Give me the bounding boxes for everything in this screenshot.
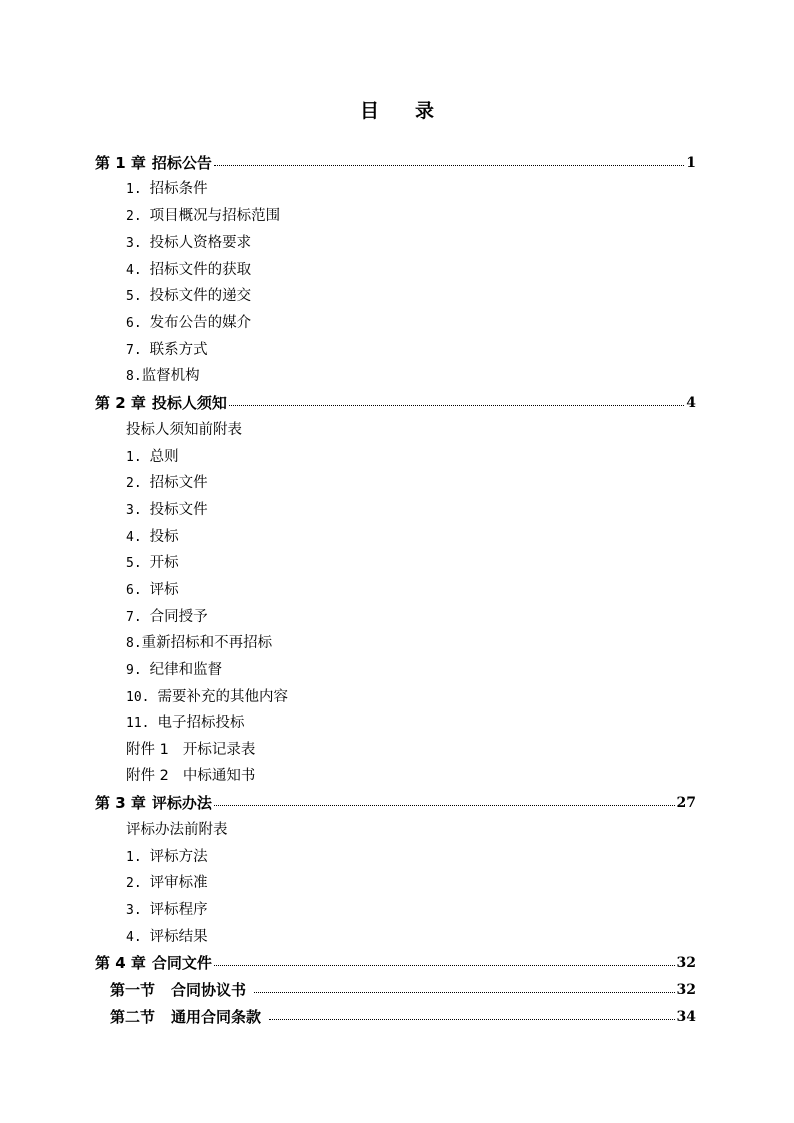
toc-subentry[interactable] <box>126 178 208 200</box>
toc-subentry[interactable] <box>126 659 222 681</box>
toc-subentry[interactable] <box>126 499 208 521</box>
page-title <box>0 96 794 123</box>
toc-chapter-entry[interactable] <box>95 392 696 414</box>
toc-subentry[interactable] <box>126 606 208 628</box>
toc-page-number: 4 <box>686 395 696 411</box>
toc-subentry-title: 投标人资格要求 <box>149 235 252 251</box>
toc-subentry-title: 评标办法前附表 <box>126 822 228 838</box>
toc-entry-prefix: 第一节 <box>110 981 156 999</box>
toc-subentry-number: 4. <box>126 930 142 945</box>
toc-subentry-number: 4. <box>126 530 142 545</box>
toc-subentry-title: 发布公告的媒介 <box>149 315 252 331</box>
toc-subentry[interactable] <box>126 899 208 921</box>
toc-subentry[interactable] <box>126 312 251 334</box>
toc-section-entry[interactable] <box>110 1006 696 1028</box>
title-char-1: 目 <box>359 100 379 122</box>
toc-subentry-title: 投标人须知前附表 <box>126 422 242 438</box>
toc-subentry[interactable] <box>126 526 179 548</box>
toc-entry-prefix: 第 3 章 <box>95 794 146 812</box>
toc-subentry[interactable] <box>126 765 255 787</box>
toc-subentry-number: 2. <box>126 209 142 224</box>
toc-page-number: 1 <box>686 155 696 171</box>
toc-subentry[interactable] <box>126 205 280 227</box>
toc-subentry-title: 评标程序 <box>149 902 208 918</box>
toc-subentry-number: 11. <box>126 716 150 731</box>
toc-entry-title: 通用合同条款 <box>171 1008 262 1026</box>
toc-subentry-title: 招标条件 <box>149 181 208 197</box>
toc-subentry-title: 投标文件 <box>149 502 208 518</box>
toc-section-label <box>110 979 246 1001</box>
toc-subentry-number: 9. <box>126 663 142 678</box>
toc-chapter-label <box>95 952 212 974</box>
toc-subentry[interactable] <box>126 739 255 761</box>
toc-subentry-number: 3. <box>126 903 142 918</box>
dot-leader <box>214 805 675 806</box>
toc-subentry[interactable] <box>126 712 244 734</box>
toc-subentry[interactable] <box>126 819 228 841</box>
toc-subentry[interactable] <box>126 552 179 574</box>
toc-subentry-title: 开标记录表 <box>182 742 256 758</box>
toc-subentry[interactable] <box>126 472 208 494</box>
toc-subentry-number: 8. <box>126 369 142 384</box>
toc-subentry-title: 评审标准 <box>149 875 208 891</box>
toc-subentry-number: 1. <box>126 850 142 865</box>
toc-entry-title: 招标公告 <box>151 154 212 172</box>
toc-subentry[interactable] <box>126 846 208 868</box>
toc-subentry-number: 3. <box>126 503 142 518</box>
toc-subentry-number: 附件 1 <box>126 742 169 758</box>
toc-subentry[interactable] <box>126 285 251 307</box>
toc-subentry-title: 评标 <box>149 582 179 598</box>
toc-chapter-entry[interactable] <box>95 952 696 974</box>
toc-entry-prefix: 第 1 章 <box>95 154 146 172</box>
toc-chapter-label <box>95 392 227 414</box>
toc-subentry[interactable] <box>126 232 251 254</box>
toc-subentry-title: 重新招标和不再招标 <box>141 635 273 651</box>
dot-leader <box>229 405 684 406</box>
toc-subentry-number: 5. <box>126 289 142 304</box>
toc-subentry-title: 需要补充的其他内容 <box>157 689 288 705</box>
toc-section-label <box>110 1006 261 1028</box>
toc-chapter-entry[interactable] <box>95 152 696 174</box>
toc-section-entry[interactable] <box>110 979 696 1001</box>
toc-subentry-title: 联系方式 <box>149 342 208 358</box>
dot-leader <box>269 1019 674 1020</box>
toc-page-number: 32 <box>676 955 696 971</box>
toc-entry-prefix: 第 4 章 <box>95 954 146 972</box>
toc-subentry-number: 10. <box>126 690 150 705</box>
toc-chapter-entry[interactable] <box>95 792 696 814</box>
toc-subentry-title: 中标通知书 <box>182 768 256 784</box>
toc-subentry-title: 评标方法 <box>149 849 208 865</box>
toc-subentry-number: 5. <box>126 556 142 571</box>
toc-subentry[interactable] <box>126 446 179 468</box>
toc-subentry-number: 1. <box>126 450 142 465</box>
toc-subentry[interactable] <box>126 259 251 281</box>
toc-subentry-number: 7. <box>126 343 142 358</box>
toc-entry-prefix: 第二节 <box>110 1008 156 1026</box>
toc-entry-prefix: 第 2 章 <box>95 394 146 412</box>
toc-subentry[interactable] <box>126 686 288 708</box>
toc-subentry-number: 附件 2 <box>126 768 169 784</box>
toc-subentry-number: 1. <box>126 182 142 197</box>
toc-subentry[interactable] <box>126 365 200 387</box>
toc-subentry-title: 招标文件的获取 <box>149 262 252 278</box>
toc-page-number: 32 <box>676 982 696 998</box>
toc-subentry-title: 招标文件 <box>149 475 208 491</box>
toc-subentry-number: 7. <box>126 610 142 625</box>
title-char-2: 录 <box>415 100 435 122</box>
toc-subentry-number: 2. <box>126 876 142 891</box>
toc-entry-title: 合同协议书 <box>171 981 247 999</box>
toc-entry-title: 评标办法 <box>151 794 212 812</box>
toc-subentry-title: 投标文件的递交 <box>149 288 252 304</box>
toc-subentry-number: 2. <box>126 476 142 491</box>
toc-page-number: 34 <box>676 1009 696 1025</box>
toc-page-number: 27 <box>676 795 696 811</box>
toc-subentry[interactable] <box>126 872 208 894</box>
toc-subentry-number: 6. <box>126 316 142 331</box>
toc-subentry-number: 8. <box>126 636 142 651</box>
toc-subentry-title: 监督机构 <box>141 368 200 384</box>
toc-chapter-label <box>95 792 212 814</box>
toc-subentry[interactable] <box>126 632 272 654</box>
toc-chapter-label <box>95 152 212 174</box>
toc-subentry[interactable] <box>126 419 242 441</box>
dot-leader <box>254 992 674 993</box>
toc-subentry-title: 电子招标投标 <box>157 715 245 731</box>
toc-subentry-title: 开标 <box>149 555 179 571</box>
toc-subentry[interactable] <box>126 926 208 948</box>
toc-subentry-number: 4. <box>126 263 142 278</box>
dot-leader <box>214 165 684 166</box>
toc-entry-title: 投标人须知 <box>151 394 227 412</box>
toc-entry-title: 合同文件 <box>151 954 212 972</box>
toc-subentry[interactable] <box>126 579 179 601</box>
toc-subentry-title: 合同授予 <box>149 609 208 625</box>
dot-leader <box>214 965 675 966</box>
toc-subentry-title: 总则 <box>149 449 179 465</box>
toc-subentry-number: 3. <box>126 236 142 251</box>
toc-subentry-title: 项目概况与招标范围 <box>149 208 281 224</box>
toc-subentry-title: 评标结果 <box>149 929 208 945</box>
toc-subentry-number: 6. <box>126 583 142 598</box>
toc-subentry-title: 投标 <box>149 529 179 545</box>
toc-subentry[interactable] <box>126 339 208 361</box>
toc-subentry-title: 纪律和监督 <box>149 662 223 678</box>
